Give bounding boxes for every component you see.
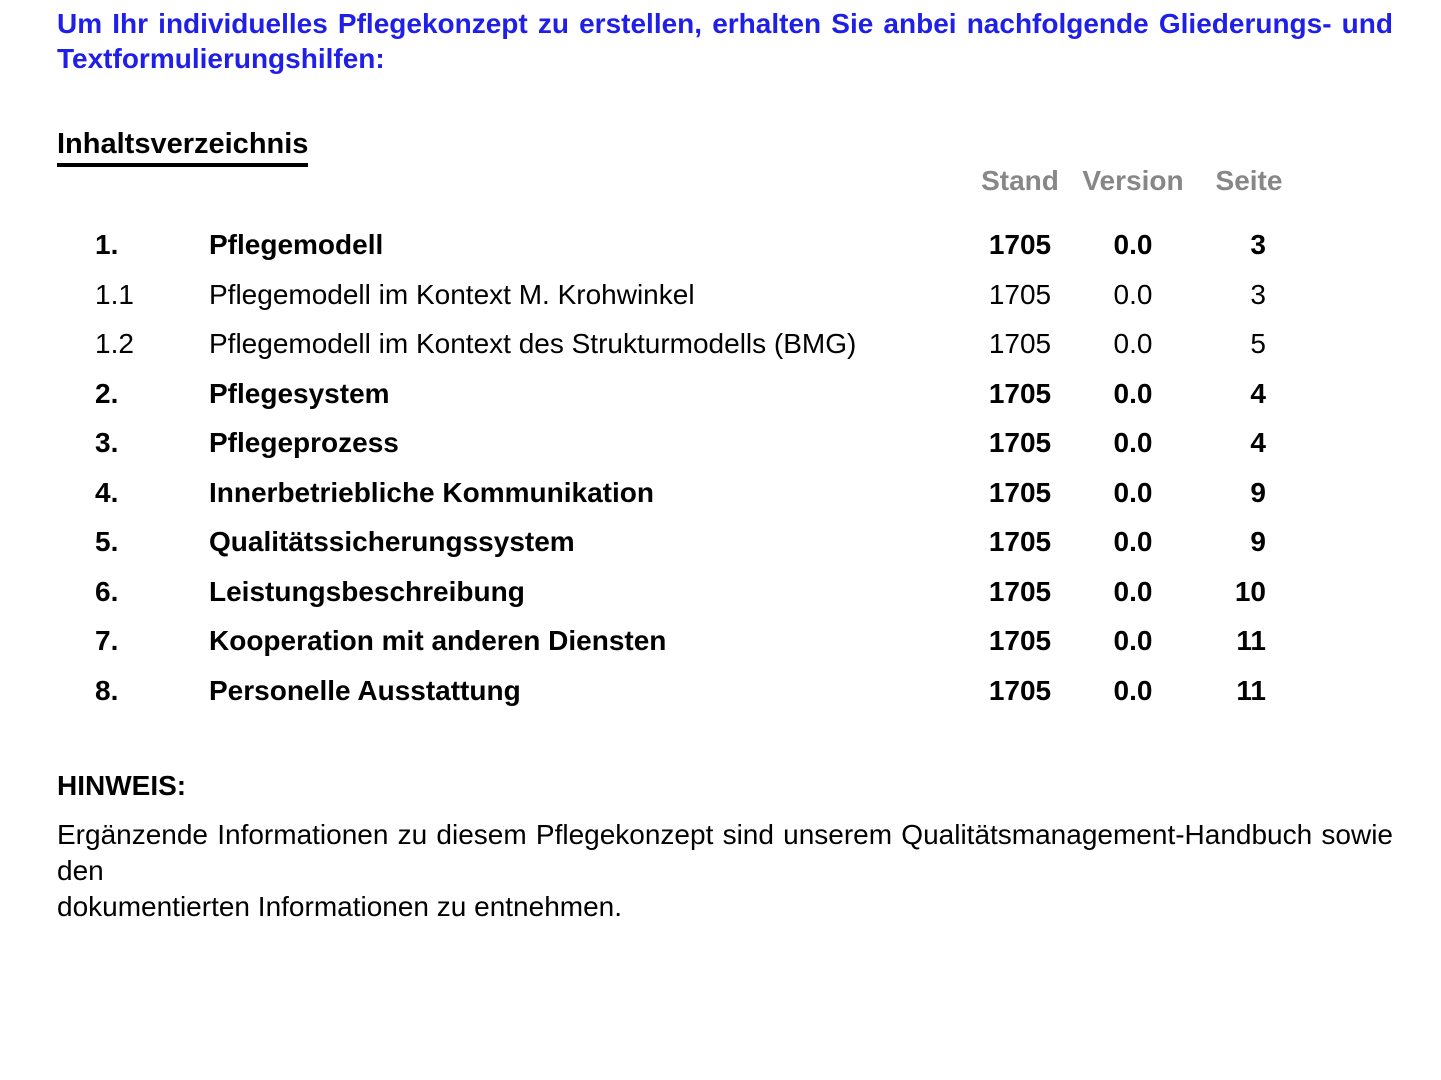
- toc-entry-title: Pflegeprozess: [209, 427, 399, 458]
- toc-title: Inhaltsverzeichnis: [57, 128, 308, 167]
- toc-entry-number: 2.: [95, 377, 119, 409]
- toc-entry-version: 0.0: [1113, 377, 1153, 409]
- toc-entry-version: 0.0: [1113, 526, 1153, 557]
- column-header-version: Version: [1082, 165, 1184, 196]
- toc-row: [0, 517, 1441, 567]
- toc-entry-version: 0.0: [1113, 278, 1153, 310]
- toc-entry-title: Kooperation mit anderen Diensten: [209, 625, 667, 656]
- toc-entry-stand: 1705: [988, 625, 1052, 656]
- toc-entry-number: 5.: [95, 526, 119, 557]
- note-line-1: Ergänzende Informationen zu diesem Pflegekonzept sind unserem Qualitätsmanagement-Handbuch sowie den: [57, 819, 1393, 886]
- toc-entry-version: 0.0: [1113, 575, 1153, 607]
- toc-entry-page: 10: [1234, 575, 1266, 607]
- toc-row: [0, 567, 1441, 617]
- toc-entry-page: 3: [1250, 278, 1266, 310]
- toc-entry-version: 0.0: [1113, 427, 1153, 458]
- toc-entry-title: Personelle Ausstattung: [209, 674, 521, 706]
- toc-entry-number: 4.: [95, 476, 119, 508]
- toc-entry-title: Pflegemodell: [209, 229, 384, 260]
- toc-entry-page: 11: [1236, 625, 1266, 656]
- intro-line-2: Textformulierungshilfen:: [57, 43, 385, 74]
- toc-entry-stand: 1705: [988, 526, 1052, 557]
- toc-column-headers: [0, 166, 1441, 196]
- toc-row: [0, 319, 1441, 369]
- toc-entry-page: 9: [1250, 526, 1266, 557]
- toc-entry-stand: 1705: [988, 229, 1052, 260]
- toc-entry-title: Pflegemodell im Kontext des Strukturmodells (BMG): [209, 328, 857, 359]
- toc-entry-version: 0.0: [1113, 674, 1153, 706]
- toc-entry-version: 0.0: [1113, 625, 1153, 656]
- toc-entry-stand: 1705: [988, 476, 1052, 508]
- toc-entry-stand: 1705: [988, 328, 1052, 359]
- toc-entry-title: Leistungsbeschreibung: [209, 575, 525, 607]
- toc-entry-number: 7.: [95, 625, 119, 656]
- note-line-2: dokumentierten Informationen zu entnehmen.: [57, 891, 623, 922]
- toc-row: [0, 666, 1441, 716]
- toc-row: [0, 468, 1441, 518]
- toc-entry-page: 3: [1250, 229, 1266, 260]
- toc-entry-number: 8.: [95, 674, 119, 706]
- toc-entry-page: 4: [1250, 427, 1266, 458]
- toc-entry-number: 6.: [95, 575, 119, 607]
- intro-paragraph: [57, 6, 1393, 76]
- toc-entry-page: 5: [1250, 328, 1266, 359]
- note-heading: HINWEIS:: [57, 770, 187, 801]
- toc-entry-version: 0.0: [1113, 328, 1153, 359]
- toc-entry-stand: 1705: [988, 575, 1052, 607]
- toc-entry-number: 3.: [95, 427, 119, 458]
- toc-entry-number: 1.2: [95, 328, 134, 359]
- toc-entry-title: Qualitätssicherungssystem: [209, 526, 575, 557]
- toc-entry-title: Pflegesystem: [209, 377, 390, 409]
- toc-entry-page: 9: [1250, 476, 1266, 508]
- column-header-stand: Stand: [981, 165, 1059, 196]
- toc-row: [0, 616, 1441, 666]
- note-paragraph: [57, 817, 1393, 925]
- toc-entry-page: 4: [1250, 377, 1266, 409]
- toc-entry-stand: 1705: [988, 427, 1052, 458]
- toc-entry-version: 0.0: [1113, 229, 1153, 260]
- toc-entry-title: Pflegemodell im Kontext M. Krohwinkel: [209, 278, 695, 310]
- toc-row: [0, 270, 1441, 320]
- toc-entry-stand: 1705: [988, 674, 1052, 706]
- toc-entry-title: Innerbetriebliche Kommunikation: [209, 476, 654, 508]
- toc-row: [0, 418, 1441, 468]
- toc-entry-stand: 1705: [988, 278, 1052, 310]
- intro-line-1: Um Ihr individuelles Pflegekonzept zu erstellen, erhalten Sie anbei nachfolgende Gliederungs- und: [57, 8, 1393, 39]
- toc-row: [0, 369, 1441, 419]
- toc-entry-number: 1.1: [95, 278, 134, 310]
- toc-rows: [0, 220, 1441, 715]
- toc-entry-number: 1.: [95, 229, 119, 260]
- toc-entry-page: 11: [1236, 674, 1266, 706]
- toc-row: [0, 220, 1441, 270]
- toc-entry-version: 0.0: [1113, 476, 1153, 508]
- column-header-seite: Seite: [1215, 165, 1283, 196]
- toc-entry-stand: 1705: [988, 377, 1052, 409]
